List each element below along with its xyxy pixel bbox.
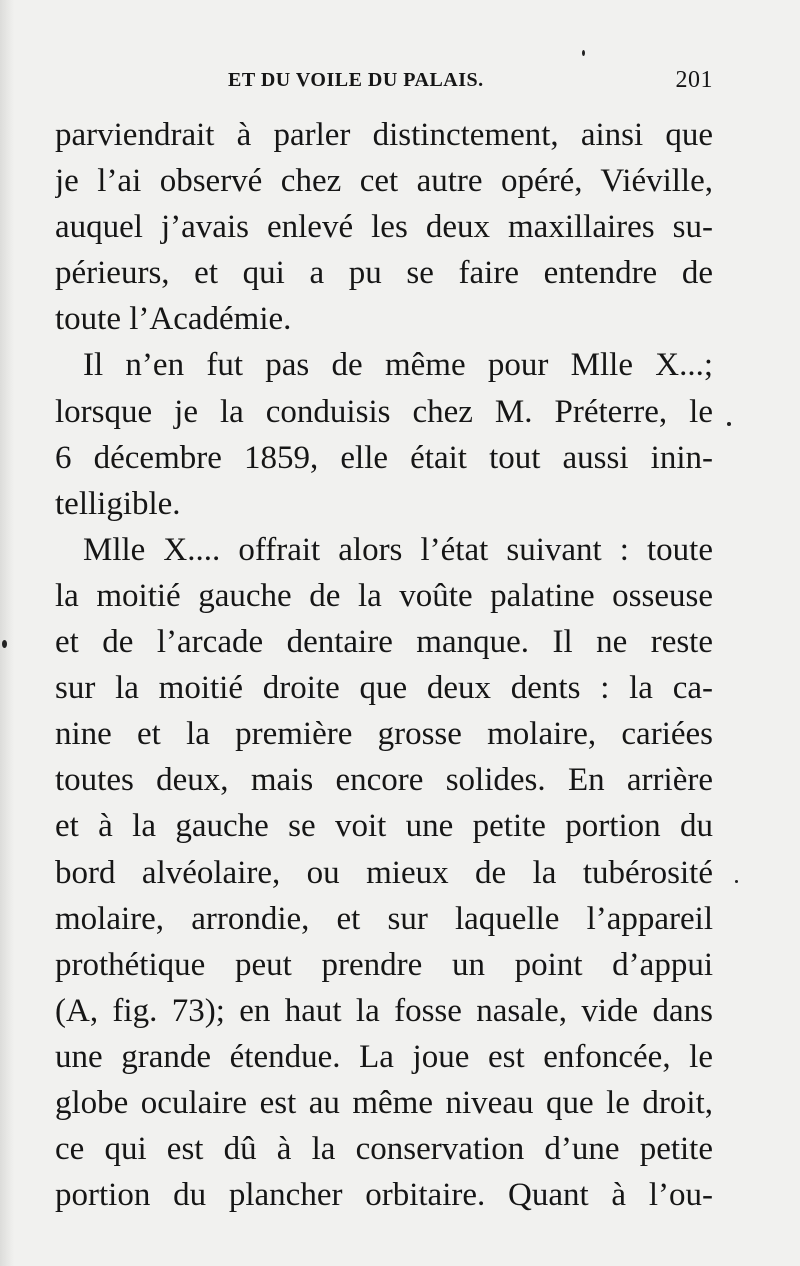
scan-speck <box>2 640 7 648</box>
text-line: périeurs, et qui a pu se faire entendre de <box>55 255 713 292</box>
page-body <box>55 112 713 1218</box>
text-line: ce qui est dû à la conservation d’une petite <box>55 1131 713 1168</box>
text-line: molaire, arrondie, et sur laquelle l’appareil <box>55 900 713 937</box>
text-line: Mlle X.... offrait alors l’état suivant : toute <box>83 531 713 568</box>
text-line: auquel j’avais enlevé les deux maxillaires su- <box>55 209 713 246</box>
page-header <box>228 62 713 98</box>
text-line: une grande étendue. La joue est enfoncée, le <box>55 1038 713 1075</box>
text-line: je l’ai observé chez cet autre opéré, Viéville, <box>55 163 713 200</box>
scan-speck <box>735 880 738 883</box>
page-number: 201 <box>675 67 713 93</box>
scan-speck <box>582 50 585 56</box>
text-line: telligible. <box>55 485 181 522</box>
text-line: Il n’en fut pas de même pour Mlle X...; <box>83 347 713 384</box>
text-line: la moitié gauche de la voûte palatine osseuse <box>55 577 713 614</box>
text-line: sur la moitié droite que deux dents : la ca- <box>55 670 713 707</box>
text-line: nine et la première grosse molaire, cariées <box>55 716 713 753</box>
text-line: 6 décembre 1859, elle était tout aussi inin- <box>55 439 713 476</box>
text-line: prothétique peut prendre un point d’appui <box>55 946 713 983</box>
scan-speck <box>727 422 731 426</box>
text-line: portion du plancher orbitaire. Quant à l’ou- <box>55 1177 713 1214</box>
text-line: toutes deux, mais encore solides. En arrière <box>55 762 713 799</box>
text-line: toute l’Académie. <box>55 301 292 338</box>
running-title: ET DU VOILE DU PALAIS. <box>228 69 484 91</box>
text-line: et à la gauche se voit une petite portion du <box>55 808 713 845</box>
text-line: lorsque je la conduisis chez M. Préterre, le <box>55 393 713 430</box>
text-line: bord alvéolaire, ou mieux de la tubérosité <box>55 854 713 891</box>
text-line: globe oculaire est au même niveau que le droit, <box>55 1084 713 1121</box>
text-line: (A, fig. 73); en haut la fosse nasale, vide dans <box>55 992 713 1029</box>
text-line: et de l’arcade dentaire manque. Il ne reste <box>55 624 713 661</box>
page-edge-shadow <box>0 0 14 1266</box>
text-line: parviendrait à parler distinctement, ainsi que <box>55 117 713 153</box>
